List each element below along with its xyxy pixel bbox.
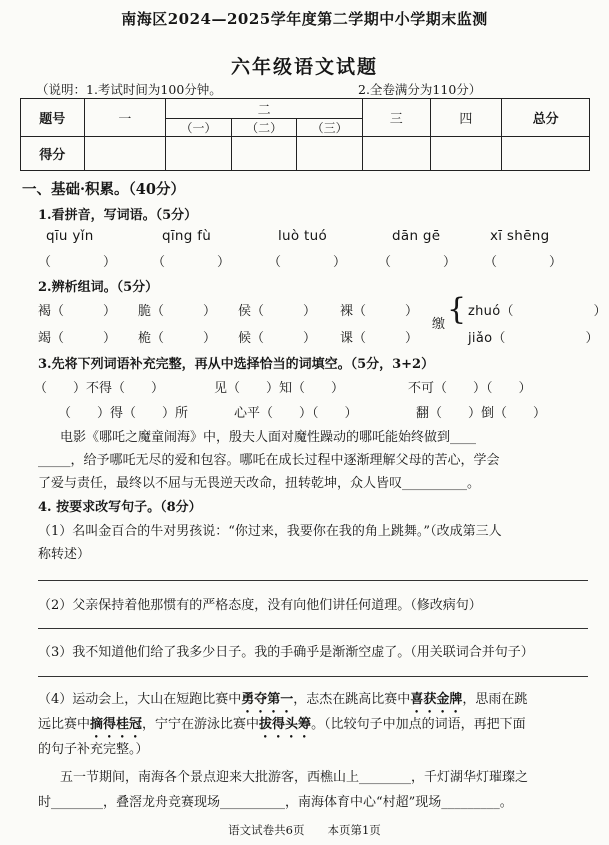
pinyin-5: xī shēng	[490, 228, 550, 244]
score-header-1: 一	[84, 99, 166, 137]
word-group-item[interactable]: 竭（ ）	[38, 331, 117, 346]
answer-blank[interactable]: （ ）	[38, 255, 117, 270]
page-footer: 语文试卷共6页 本页第1页	[228, 823, 381, 837]
dotted-word: 拔得头筹	[259, 717, 312, 732]
dotted-word: 喜获金牌	[410, 692, 463, 707]
sentence-1: （1）名叫金百合的牛对男孩说：“你过来，我要你在我的角上跳舞。”（改成第三人	[38, 524, 502, 539]
sentence-3: （3）我不知道他们给了我多少日子。我的手确乎是渐渐空虚了。（用关联词合并句子）	[38, 645, 534, 660]
section-1-heading: 一、基础·积累。（40分）	[22, 181, 185, 198]
score-table	[20, 98, 590, 171]
question-4-title: 4. 按要求改写句子。（8分）	[38, 500, 202, 515]
word-group-item[interactable]: 褐（ ）	[38, 304, 117, 319]
score-header-3: 三	[362, 99, 430, 137]
score-cell[interactable]	[166, 137, 232, 171]
pinyin-4: dān gē	[392, 228, 441, 244]
pinyin-3: luò tuó	[278, 228, 328, 244]
polyphone-reading-1[interactable]: zhuó（ ）	[468, 304, 607, 319]
answer-line[interactable]	[38, 580, 588, 581]
idiom-blank[interactable]: （ ）不得（ ）	[34, 381, 165, 396]
fill-paragraph-line: 五一节期间，南海各个景点迎来大批游客，西樵山上________，千灯湖华灯璀璨之	[60, 770, 529, 785]
answer-blank[interactable]: （ ）	[484, 255, 563, 270]
paragraph-line: 电影《哪吒之魔童闹海》中，殷夫人面对魔性躁动的哪吒能始终做到____	[60, 430, 477, 445]
answer-line[interactable]	[38, 676, 588, 677]
word-group-item[interactable]: 桅（ ）	[138, 331, 217, 346]
score-header-number: 题号	[21, 99, 85, 137]
question-3-title: 3.先将下列词语补充完整，再从中选择恰当的词填空。（5分，3+2）	[38, 357, 435, 372]
sentence-1-cont: 称转述）	[38, 547, 91, 562]
paragraph-line: 了爱与责任，最终以不屈与无畏逆天改命，扭转乾坤，众人皆叹__________。	[38, 476, 481, 491]
answer-line[interactable]	[38, 628, 588, 629]
exam-district-title: 南海区2024—2025学年度第二学期中小学期末监测	[121, 10, 488, 28]
word-group-item[interactable]: 裸（ ）	[340, 304, 419, 319]
sentence-4-line-2: 远比赛中摘得桂冠，宁宁在游泳比赛中拔得头筹。（比较句子中加点的词语，再把下面	[38, 717, 526, 732]
idiom-blank[interactable]: （ ）得（ ）所	[58, 406, 189, 421]
score-cell[interactable]	[297, 137, 363, 171]
score-header-4: 四	[430, 99, 502, 137]
sentence-2: （2）父亲保持着他那惯有的严格态度，没有向他们讲任何道理。（修改病句）	[38, 598, 482, 613]
paragraph-line: _____，给予哪吒无尽的爱和包容。哪吒在成长过程中逐渐理解父母的苦心，学会	[38, 453, 500, 468]
score-header-2: 二	[166, 99, 363, 119]
idiom-blank[interactable]: 见（ ）知（ ）	[214, 381, 345, 396]
score-sub-2: （二）	[231, 119, 297, 137]
polyphone-char: 缴	[432, 317, 446, 332]
score-cell[interactable]	[502, 137, 590, 171]
score-sub-1: （一）	[166, 119, 232, 137]
answer-blank[interactable]: （ ）	[268, 255, 347, 270]
score-cell[interactable]	[430, 137, 502, 171]
fill-paragraph-line: 时________，叠滘龙舟竞赛现场__________，南海体育中心“村超”现场_________。	[38, 795, 513, 810]
answer-blank[interactable]: （ ）	[378, 255, 457, 270]
word-group-item[interactable]: 侯（ ）	[238, 304, 317, 319]
score-sub-3: （三）	[297, 119, 363, 137]
pinyin-2: qīng fù	[162, 228, 212, 244]
idiom-blank[interactable]: 翻（ ）倒（ ）	[416, 406, 547, 421]
exam-note-score: 2.全卷满分为110分）	[358, 82, 482, 97]
dotted-word: 勇夺第一	[241, 692, 294, 707]
word-group-item[interactable]: 课（ ）	[340, 331, 419, 346]
idiom-blank[interactable]: 心平（ ）（ ）	[234, 406, 358, 421]
exam-note-time: （说明：1.考试时间为100分钟。	[36, 82, 222, 97]
sentence-4-line-1: （4）运动会上，大山在短跑比赛中勇夺第一，志杰在跳高比赛中喜获金牌，思雨在跳	[38, 692, 528, 707]
dotted-word: 摘得桂冠	[90, 717, 143, 732]
score-cell[interactable]	[362, 137, 430, 171]
score-header-total: 总分	[502, 99, 590, 137]
score-cell[interactable]	[231, 137, 297, 171]
answer-blank[interactable]: （ ）	[152, 255, 231, 270]
question-2-title: 2.辨析组词。（5分）	[38, 280, 159, 295]
score-row-label: 得分	[21, 137, 85, 171]
polyphone-reading-2[interactable]: jiǎo（ ）	[468, 331, 599, 346]
word-group-item[interactable]: 脆（ ）	[138, 304, 217, 319]
idiom-blank[interactable]: 不可（ ）（ ）	[408, 381, 532, 396]
word-group-item[interactable]: 候（ ）	[238, 331, 317, 346]
brace-icon: {	[447, 292, 467, 327]
sentence-4-line-3: 的句子补充完整。）	[38, 742, 149, 757]
score-cell[interactable]	[84, 137, 166, 171]
exam-subject-title: 六年级语文试题	[230, 56, 378, 78]
pinyin-1: qīu yǐn	[46, 228, 94, 244]
question-1-title: 1.看拼音，写词语。（5分）	[38, 208, 198, 223]
